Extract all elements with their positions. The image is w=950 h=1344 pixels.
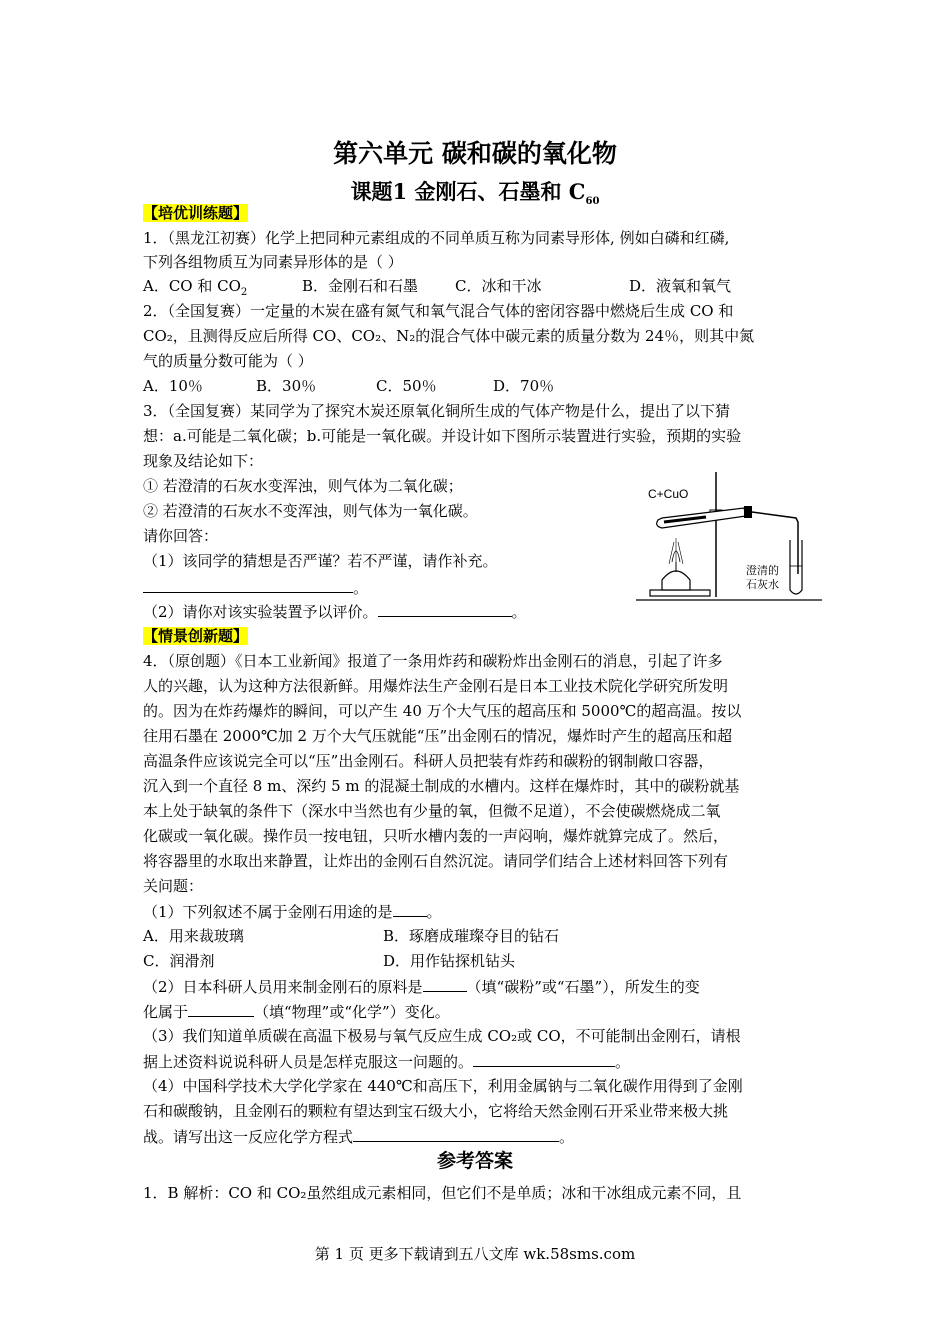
stopper — [744, 506, 752, 518]
q4-line9: 将容器里的水取出来静置，让炸出的金刚石自然沉淀。请同学们结合上述材料回答下列有 — [143, 852, 729, 870]
q3-sub1: （1）该同学的猜想是否严谨？若不严谨，请作补充。 — [143, 552, 498, 570]
q1-line2: 下列各组物质互为同素异形体的是（ ） — [143, 253, 403, 271]
q4-line4: 往用石墨在 2000℃加 2 万个大气压就能“压”出金刚石的情况，爆炸时产生的超高压和超 — [143, 727, 733, 745]
page-title: 第六单元 碳和碳的氧化物 — [333, 139, 617, 168]
q2-line1: 2．（全国复赛）一定量的木炭在盛有氮气和氧气混合气体的密闭容器中燃烧后生成 CO 和 — [143, 302, 734, 320]
q4-sub1: （1）下列叙述不属于金刚石用途的是 。 — [143, 900, 442, 923]
answers-title: 参考答案 — [436, 1150, 513, 1172]
receiving-tube — [790, 540, 802, 594]
q3-line4: ① 若澄清的石灰水变浑浊，则气体为二氧化碳； — [143, 477, 463, 495]
q4-sub4-line3: 战。请写出这一反应化学方程式 。 — [143, 1125, 574, 1148]
q3-sub1-answer: 。 — [143, 576, 368, 599]
flame-lines — [669, 538, 683, 564]
q4-option-c: C．润滑剂 — [143, 952, 215, 970]
alcohol-lamp — [662, 571, 690, 590]
q1-option-b: B．金刚石和石墨 — [302, 277, 419, 295]
q4-line10: 关问题： — [143, 877, 204, 895]
stand-base — [650, 590, 710, 596]
q3-line2: 想：a.可能是二氧化碳；b.可能是一氧化碳。并设计如下图所示装置进行实验，预期的实验 — [143, 427, 742, 445]
q2-option-d: D．70％ — [493, 377, 555, 395]
q4-sub2-line1: （2）日本科研人员用来制金刚石的原料是 （填“碳粉”或“石墨”），所发生的变 — [143, 975, 700, 998]
answer-blank — [393, 900, 427, 917]
q4-line7: 本上处于缺氧的条件下（深水中当然也有少量的氧，但微不足道），不会使碳燃烧成二氧 — [143, 802, 721, 820]
q2-line3: 气的质量分数可能为（ ） — [143, 352, 313, 370]
q4-sub2-line2: 化属于 （填“物理”或“化学”）变化。 — [143, 1000, 450, 1023]
q2-option-b: B．30％ — [256, 377, 317, 395]
q3-sub2: （2）请你对该实验装置予以评价。 。 — [143, 600, 527, 623]
q4-option-d: D．用作钻探机钻头 — [383, 952, 516, 970]
q4-line5: 高温条件应该说完全可以“压”出金刚石。科研人员把装有炸药和碳粉的钢制敞口容器， — [143, 752, 714, 770]
answer-blank — [353, 1125, 559, 1142]
answer-blank — [423, 975, 467, 992]
q4-line6: 沉入到一个直径 8 m、深约 5 m 的混凝土制成的水槽内。这样在爆炸时，其中的碳粉就基 — [143, 777, 740, 795]
answer-blank — [143, 576, 353, 593]
fig-label-limewater-2: 石灰水 — [746, 579, 779, 591]
answer-blank — [378, 600, 512, 617]
q3-line5: ② 若澄清的石灰水不变浑浊，则气体为一氧化碳。 — [143, 502, 478, 520]
q4-line8: 化碳或一氧化碳。操作员一按电钮，只听水槽内轰的一声闷响，爆炸就算完成了。然后， — [143, 827, 729, 845]
q1-option-c: C．冰和干冰 — [455, 277, 542, 295]
q4-option-a: A．用来裁玻璃 — [143, 927, 244, 945]
q3-line6: 请你回答： — [143, 527, 219, 545]
lesson-title: 课题1 金刚石、石墨和 $C_{60}$ — [350, 179, 600, 208]
q2-option-a: A．10％ — [143, 377, 203, 395]
q1-line1: 1．（黑龙江初赛）化学上把同种元素组成的不同单质互称为同素导形体, 例如白磷和红磷, — [143, 229, 730, 247]
q1-option-d: D．液氧和氧气 — [629, 277, 732, 295]
q4-sub3-line2: 据上述资料说说科研人员是怎样克服这一问题的。 。 — [143, 1050, 630, 1073]
answer-blank — [473, 1050, 615, 1067]
q4-option-b: B．琢磨成璀璨夺目的钻石 — [383, 927, 560, 945]
q3-line3: 现象及结论如下： — [143, 452, 264, 470]
answer-blank — [188, 1000, 254, 1017]
q3-line1: 3．（全国复赛）某同学为了探究木炭还原氧化铜所生成的气体产物是什么，提出了以下猜 — [143, 402, 731, 420]
q4-sub3-line1: （3）我们知道单质碳在高温下极易与氧气反应生成 CO₂或 CO，不可能制出金刚石，请根 — [143, 1027, 741, 1045]
q4-line2: 人的兴趣，认为这种方法很新鲜。用爆炸法生产金刚石是日本工业技术院化学研究所发明 — [143, 677, 729, 695]
fig-label-reactants: C+CuO — [648, 487, 689, 501]
q4-line3: 的。因为在炸药爆炸的瞬间，可以产生 40 万个大气压的超高压和 5000℃的超高温。按以 — [143, 702, 742, 720]
fig-label-limewater-1: 澄清的 — [746, 565, 779, 577]
section-tag-training: 【培优训练题】 — [143, 204, 249, 222]
answer-line1: 1．B 解析：CO 和 CO₂虽然组成元素相同，但它们不是单质；冰和干冰组成元素不同，且 — [143, 1184, 742, 1202]
section-tag-scenario: 【情景创新题】 — [143, 627, 249, 645]
q1-option-a: A．CO 和 $CO_2$ — [143, 277, 248, 298]
q4-sub4-line1: （4）中国科学技术大学化学家在 440℃和高压下，利用金属钠与二氧化碳作用得到了金刚 — [143, 1077, 743, 1095]
page-footer: 第 1 页 更多下载请到五八文库 wk.58sms.com — [314, 1245, 636, 1263]
q2-line2: CO₂，且测得反应后所得 CO、CO₂、N₂的混合气体中碳元素的质量分数为 24％，则其中氮 — [143, 327, 755, 345]
q4-sub4-line2: 石和碳酸钠，且金刚石的颗粒有望达到宝石级大小，它将给天然金刚石开采业带来极大挑 — [143, 1102, 729, 1120]
q4-line1: 4．（原创题）《日本工业新闻》报道了一条用炸药和碳粉炸出金刚石的消息，引起了许多 — [143, 652, 723, 670]
apparatus-figure — [636, 462, 822, 604]
q2-option-c: C．50％ — [376, 377, 437, 395]
